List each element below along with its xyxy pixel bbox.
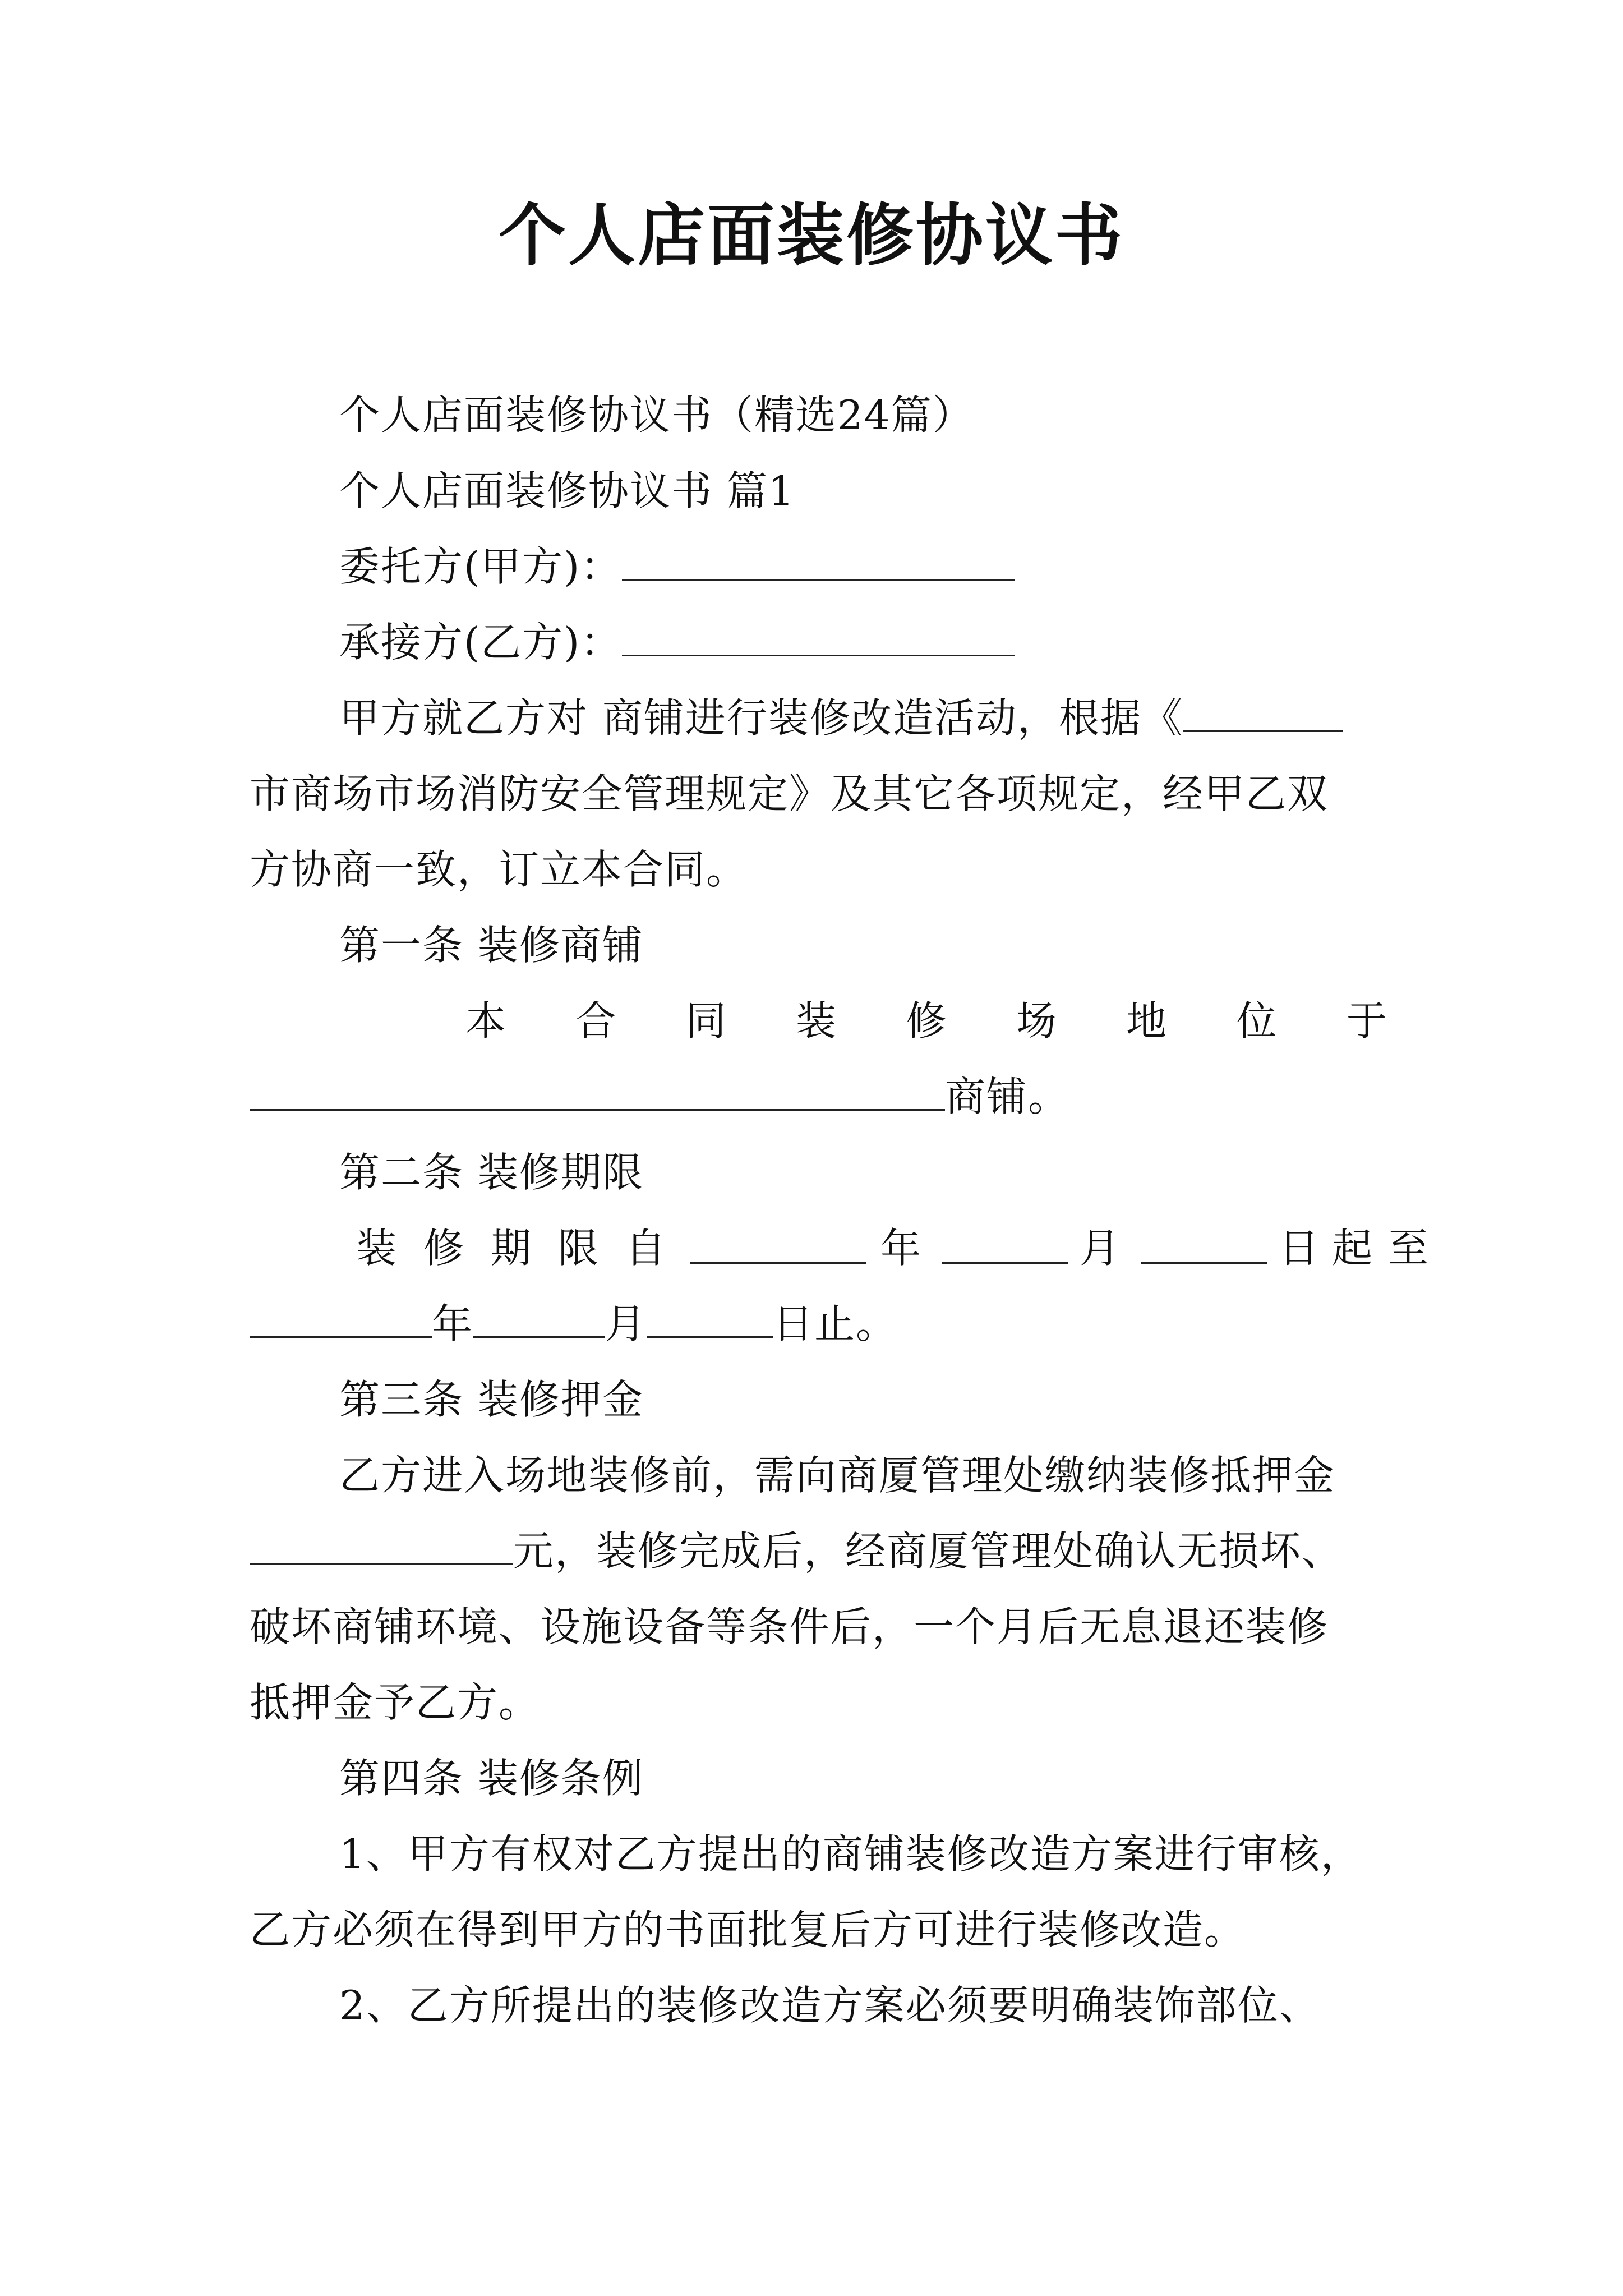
period-to-char-1: 起 <box>1332 1225 1374 1272</box>
article-2-heading: 第二条 装修期限 <box>339 1149 644 1196</box>
deposit-amount-blank <box>250 1527 513 1565</box>
article-4-clause-1-line-2: 乙方必须在得到甲方的书面批复后方可进行装修改造。 <box>250 1906 1246 1953</box>
article-3-line-2 <box>250 1523 1388 1579</box>
article-1-char: 于 <box>1346 997 1388 1045</box>
intro-line-2: 市商场市场消防安全管理规定》及其它各项规定，经甲乙双 <box>250 770 1329 817</box>
party-b-line <box>339 614 1388 670</box>
article-1-char: 装 <box>796 997 838 1045</box>
article-1-char: 修 <box>906 997 948 1045</box>
article-1-char: 地 <box>1126 997 1168 1045</box>
period-to-char-2: 至 <box>1388 1225 1430 1272</box>
start-year-label: 年 <box>880 1225 923 1272</box>
party-b-blank <box>622 618 1015 656</box>
party-a-blank <box>622 542 1015 581</box>
article-1-char: 位 <box>1236 997 1278 1045</box>
article-1-char: 场 <box>1016 997 1058 1045</box>
article-2-line-2 <box>250 1296 1388 1352</box>
article-3-line-2-text: 元，装修完成后，经商厦管理处确认无损坏、 <box>513 1527 1344 1575</box>
start-month-label: 月 <box>1080 1225 1122 1272</box>
article-3-heading: 第三条 装修押金 <box>339 1376 644 1423</box>
article-2-line-1 <box>356 1220 1430 1276</box>
document-title: 个人店面装修协议书 <box>499 196 1124 275</box>
city-blank <box>1183 694 1343 732</box>
end-year-label: 年 <box>432 1300 474 1347</box>
article-3-line-1: 乙方进入场地装修前，需向商厦管理处缴纳装修抵押金 <box>339 1452 1336 1499</box>
article-1-char: 合 <box>575 997 617 1045</box>
intro-line-3: 方协商一致，订立本合同。 <box>250 846 748 893</box>
period-from-char-1: 装 <box>356 1225 398 1272</box>
intro-line-1 <box>339 690 1388 746</box>
period-from-char-3: 期 <box>491 1225 533 1272</box>
party-a-label: 委托方(甲方)： <box>339 543 623 590</box>
article-4-clause-2-line-1: 2、乙方所提出的装修改造方案必须要明确装饰部位、 <box>339 1982 1321 2029</box>
period-from-char-4: 限 <box>558 1225 600 1272</box>
article-3-line-4: 抵押金予乙方。 <box>250 1679 541 1726</box>
document-subtitle: 个人店面装修协议书（精选24篇） <box>339 392 974 439</box>
article-3-line-3: 破坏商铺环境、设施设备等条件后，一个月后无息退还装修 <box>250 1603 1329 1650</box>
party-a-line <box>339 539 1388 595</box>
article-1-char: 同 <box>685 997 727 1045</box>
end-month-blank <box>473 1300 605 1338</box>
article-1-line-2 <box>250 1069 1388 1125</box>
start-day-blank <box>1141 1226 1267 1264</box>
period-from-char-5: 自 <box>625 1225 667 1272</box>
intro-text-1: 甲方就乙方对 商铺进行装修改造活动，根据《 <box>339 694 1183 742</box>
article-4-heading: 第四条 装修条例 <box>339 1755 644 1802</box>
end-month-label: 月 <box>605 1300 647 1347</box>
start-year-blank <box>690 1226 866 1264</box>
location-blank <box>250 1073 945 1111</box>
start-month-blank <box>942 1226 1068 1264</box>
start-day-label: 日 <box>1279 1225 1321 1272</box>
end-year-blank <box>250 1300 432 1338</box>
article-1-tail: 商铺。 <box>945 1073 1070 1120</box>
end-day-blank <box>647 1300 773 1338</box>
end-day-label: 日止。 <box>773 1300 898 1347</box>
party-b-label: 承接方(乙方)： <box>339 619 623 666</box>
article-1-line-1 <box>465 993 1388 1049</box>
section-heading: 个人店面装修协议书 篇1 <box>339 467 795 514</box>
period-from-char-2: 修 <box>423 1225 465 1272</box>
article-1-char: 本 <box>465 997 508 1045</box>
article-4-clause-1-line-1: 1、甲方有权对乙方提出的商铺装修改造方案进行审核， <box>339 1830 1362 1878</box>
article-1-heading: 第一条 装修商铺 <box>339 922 644 969</box>
